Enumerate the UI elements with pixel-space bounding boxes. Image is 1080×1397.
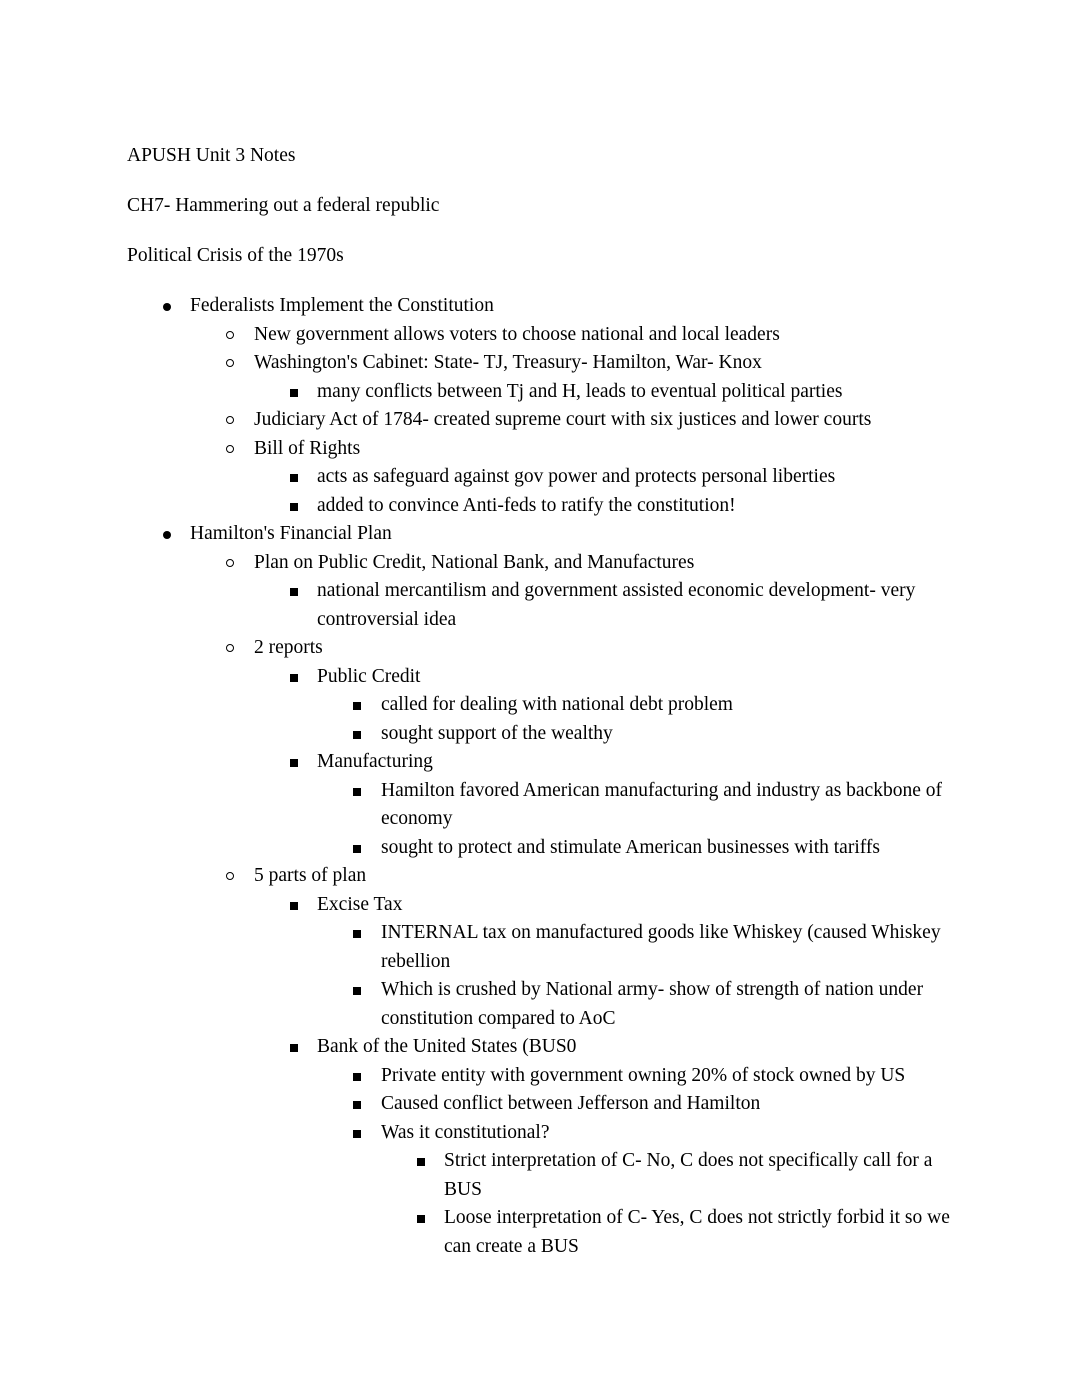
list-item-text: many conflicts between Tj and H, leads to eventual political parties bbox=[317, 380, 843, 402]
bullet-circle-marker bbox=[226, 331, 234, 339]
bullet-square-marker bbox=[417, 1158, 425, 1166]
bullet-square-marker bbox=[353, 702, 361, 710]
list-item-text: Strict interpretation of C- No, C does not specifically call for a BUS bbox=[444, 1150, 933, 1200]
list-item bbox=[127, 862, 960, 891]
bullet-circle-marker bbox=[226, 644, 234, 652]
list-item-text: Hamilton favored American manufacturing and industry as backbone of economy bbox=[381, 779, 942, 829]
bullet-circle-marker bbox=[226, 445, 234, 453]
bullet-square-marker bbox=[353, 1101, 361, 1109]
list-item-text: Loose interpretation of C- Yes, C does not strictly forbid it so we can create a BUS bbox=[444, 1207, 950, 1257]
list-item bbox=[127, 834, 960, 863]
bullet-square-marker bbox=[290, 503, 298, 511]
bullet-circle-marker bbox=[226, 416, 234, 424]
list-item bbox=[127, 777, 960, 834]
bullet-square-marker bbox=[353, 987, 361, 995]
list-item-text: called for dealing with national debt problem bbox=[381, 694, 733, 715]
list-item-text: Caused conflict between Jefferson and Hamilton bbox=[381, 1093, 761, 1114]
list-item-text: Excise Tax bbox=[317, 893, 403, 915]
list-item bbox=[127, 549, 960, 578]
list-item bbox=[127, 292, 960, 321]
list-item-text: Private entity with government owning 20% of stock owned by US bbox=[381, 1064, 906, 1086]
list-item bbox=[127, 1204, 960, 1261]
list-item bbox=[127, 349, 960, 378]
bullet-circle-marker bbox=[226, 359, 234, 367]
list-item-text: Judiciary Act of 1784- created supreme court with six justices and lower courts bbox=[254, 409, 872, 430]
list-item bbox=[127, 1033, 960, 1062]
list-item bbox=[127, 1090, 960, 1119]
bullet-square-marker bbox=[353, 845, 361, 853]
list-item bbox=[127, 406, 960, 435]
list-item bbox=[127, 1062, 960, 1091]
bullet-disc-marker bbox=[163, 531, 171, 539]
list-item bbox=[127, 1119, 960, 1148]
list-item-text: Hamilton's Financial Plan bbox=[190, 523, 392, 544]
list-item bbox=[127, 976, 960, 1033]
list-item bbox=[127, 919, 960, 976]
list-item-text: Manufacturing bbox=[317, 751, 433, 772]
list-item-text: sought support of the wealthy bbox=[381, 722, 613, 744]
list-item-text: New government allows voters to choose national and local leaders bbox=[254, 323, 780, 345]
list-item-text: 5 parts of plan bbox=[254, 865, 367, 886]
list-item bbox=[127, 520, 960, 549]
bullet-disc-marker bbox=[163, 303, 171, 311]
bullet-square-marker bbox=[353, 731, 361, 739]
list-item bbox=[127, 634, 960, 663]
list-item bbox=[127, 663, 960, 692]
notes-list bbox=[127, 292, 960, 1261]
list-item-text: Was it constitutional? bbox=[381, 1121, 550, 1143]
list-item bbox=[127, 748, 960, 777]
list-item-text: national mercantilism and government assisted economic development- very controversial idea bbox=[317, 580, 916, 630]
bullet-square-marker bbox=[353, 1130, 361, 1138]
bullet-square-marker bbox=[290, 474, 298, 482]
list-item bbox=[127, 435, 960, 464]
section-heading: Political Crisis of the 1970s bbox=[127, 245, 344, 266]
bullet-square-marker bbox=[353, 930, 361, 938]
list-item-text: Federalists Implement the Constitution bbox=[190, 295, 494, 316]
bullet-square-marker bbox=[290, 588, 298, 596]
bullet-circle-marker bbox=[226, 872, 234, 880]
list-item bbox=[127, 577, 960, 634]
bullet-square-marker bbox=[290, 1044, 298, 1052]
list-item-text: 2 reports bbox=[254, 637, 323, 658]
bullet-square-marker bbox=[290, 759, 298, 767]
list-item-text: sought to protect and stimulate American businesses with tariffs bbox=[381, 836, 880, 858]
doc-title: APUSH Unit 3 Notes bbox=[127, 145, 296, 166]
list-item-text: Washington's Cabinet: State- TJ, Treasury- Hamilton, War- Knox bbox=[254, 352, 762, 373]
list-item-text: Bill of Rights bbox=[254, 437, 361, 459]
list-item-text: acts as safeguard against gov power and protects personal liberties bbox=[317, 466, 836, 487]
bullet-square-marker bbox=[417, 1215, 425, 1223]
list-item bbox=[127, 492, 960, 521]
list-item bbox=[127, 378, 960, 407]
list-item bbox=[127, 691, 960, 720]
chapter-heading: CH7- Hammering out a federal republic bbox=[127, 195, 440, 216]
list-item bbox=[127, 1147, 960, 1204]
list-item bbox=[127, 463, 960, 492]
list-item-text: INTERNAL tax on manufactured goods like Whiskey (caused Whiskey rebellion bbox=[381, 922, 941, 972]
bullet-square-marker bbox=[290, 902, 298, 910]
list-item-text: Public Credit bbox=[317, 665, 421, 687]
list-item bbox=[127, 891, 960, 920]
list-item bbox=[127, 720, 960, 749]
bullet-square-marker bbox=[290, 389, 298, 397]
list-item-text: Bank of the United States (BUS0 bbox=[317, 1036, 577, 1057]
bullet-circle-marker bbox=[226, 559, 234, 567]
list-item-text: added to convince Anti-feds to ratify the constitution! bbox=[317, 494, 736, 516]
bullet-square-marker bbox=[353, 788, 361, 796]
list-item bbox=[127, 321, 960, 350]
bullet-square-marker bbox=[353, 1073, 361, 1081]
bullet-square-marker bbox=[290, 674, 298, 682]
list-item-text: Which is crushed by National army- show of strength of nation under constitution compared to AoC bbox=[381, 979, 924, 1029]
list-item-text: Plan on Public Credit, National Bank, and Manufactures bbox=[254, 551, 695, 573]
